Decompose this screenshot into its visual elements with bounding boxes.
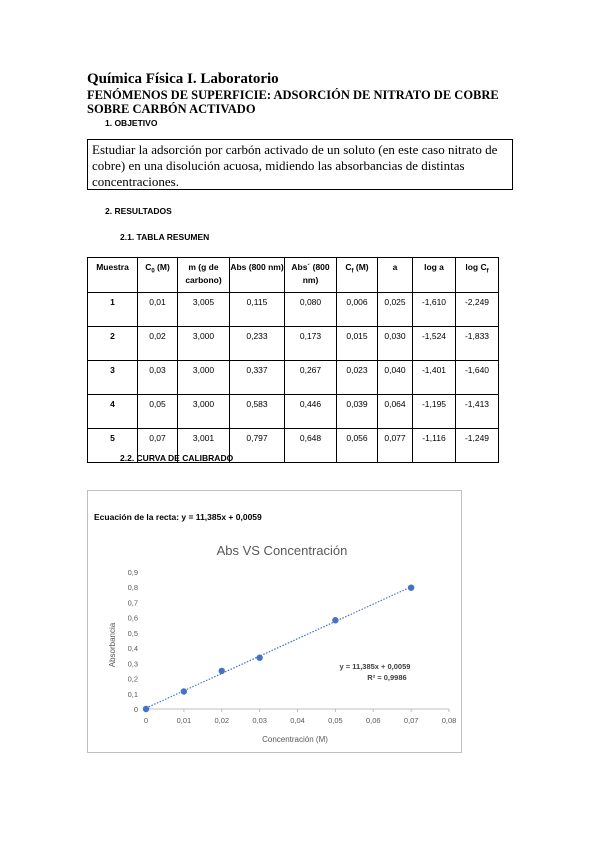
- col-header-m: m (g de carbono): [178, 258, 230, 293]
- equation-label: Ecuación de la recta: y = 11,385x + 0,0059: [94, 512, 262, 522]
- table-row: [88, 361, 499, 395]
- table-cell: -1,401: [413, 361, 456, 395]
- table-cell: 4: [88, 395, 138, 429]
- data-point: [219, 668, 225, 674]
- x-tick-label: 0,04: [290, 716, 305, 725]
- table-cell: -1,249: [456, 429, 499, 463]
- table-header-row: [88, 258, 499, 293]
- table-cell: 0,267: [285, 361, 337, 395]
- col-header-cf: $C_f$ (M): [337, 258, 378, 293]
- x-tick-label: 0: [143, 716, 149, 725]
- x-tick-label: 0,08: [441, 716, 457, 725]
- x-axis-label: Concentración (M): [262, 735, 328, 744]
- data-point: [143, 706, 149, 712]
- table-cell: 0,446: [285, 395, 337, 429]
- plot-area: [128, 568, 457, 725]
- table-cell: 3,000: [178, 327, 230, 361]
- table-cell: 3,005: [178, 293, 230, 327]
- y-tick-label: 0,4: [127, 644, 138, 654]
- table-cell: 0,797: [230, 429, 285, 463]
- table-cell: 0,583: [230, 395, 285, 429]
- table-row: [88, 293, 499, 327]
- table-cell: 0,064: [378, 395, 413, 429]
- table-cell: 0,080: [285, 293, 337, 327]
- table-cell: -1,524: [413, 327, 456, 361]
- page-subtitle: FENÓMENOS DE SUPERFICIE: ADSORCIÓN DE NITRATO DE COBRE SOBRE CARBÓN ACTIVADO: [87, 88, 499, 116]
- table-cell: 0,025: [378, 293, 413, 327]
- table-cell: 0,01: [138, 293, 178, 327]
- table-cell: -1,610: [413, 293, 456, 327]
- table-cell: 1: [88, 293, 138, 327]
- objetivo-box: [87, 139, 513, 190]
- table-cell: 3,000: [178, 395, 230, 429]
- table-cell: 0,039: [337, 395, 378, 429]
- y-tick-label: 0,3: [127, 659, 138, 669]
- y-tick-label: 0,2: [127, 674, 138, 684]
- x-tick-label: 0,01: [176, 716, 192, 725]
- y-tick-label: 0,5: [127, 628, 138, 638]
- table-cell: -1,195: [413, 395, 456, 429]
- table-row: [88, 395, 499, 429]
- table-cell: 0,023: [337, 361, 378, 395]
- table-cell: 0,173: [285, 327, 337, 361]
- table-cell: 0,07: [138, 429, 178, 463]
- col-header-log-a: log a: [413, 258, 456, 293]
- x-tick-label: 0,06: [365, 716, 381, 725]
- data-point: [332, 617, 338, 623]
- col-header-log-cf: $\log C_f$: [456, 258, 499, 293]
- y-tick-label: 0,6: [127, 613, 138, 623]
- table-cell: 0,03: [138, 361, 178, 395]
- table-cell: 0,02: [138, 327, 178, 361]
- table-cell: 2: [88, 327, 138, 361]
- table-cell: -1,116: [413, 429, 456, 463]
- y-tick-label: 0,7: [127, 598, 138, 608]
- summary-table: [87, 257, 499, 463]
- table-cell: 0,337: [230, 361, 285, 395]
- section-heading-tabla: 2.1. TABLA RESUMEN: [120, 232, 210, 242]
- col-header-a: a: [378, 258, 413, 293]
- data-point: [408, 584, 414, 590]
- table-cell: 0,077: [378, 429, 413, 463]
- table-cell: -1,833: [456, 327, 499, 361]
- table-cell: -2,249: [456, 293, 499, 327]
- table-row: [88, 327, 499, 361]
- y-axis-label: Absorbancia: [108, 622, 117, 668]
- trendline-equation: y = 11,385x + 0,0059: [339, 662, 411, 671]
- col-header-c0: $C_0$ (M): [138, 258, 178, 293]
- chart-title: Abs VS Concentración: [216, 543, 348, 558]
- data-point: [256, 655, 262, 661]
- table-cell: 0,056: [337, 429, 378, 463]
- table-cell: 0,115: [230, 293, 285, 327]
- y-tick-label: 0: [133, 705, 138, 714]
- table-cell: 0,648: [285, 429, 337, 463]
- table-cell: 3,000: [178, 361, 230, 395]
- calibration-chart: [87, 490, 462, 753]
- table-cell: 0,015: [337, 327, 378, 361]
- x-tick-label: 0,07: [403, 716, 419, 725]
- table-cell: 0,040: [378, 361, 413, 395]
- x-tick-label: 0,05: [328, 716, 343, 725]
- table-cell: 0,05: [138, 395, 178, 429]
- col-header-muestra: Muestra: [88, 258, 138, 293]
- page-title: Química Física I. Laboratorio: [87, 71, 279, 87]
- section-heading-curva: 2.2. CURVA DE CALIBRADO: [120, 453, 234, 463]
- table-cell: 0,030: [378, 327, 413, 361]
- table-cell: 0,233: [230, 327, 285, 361]
- trendline-r2: R² = 0,9986: [367, 673, 407, 682]
- y-tick-label: 0,8: [127, 583, 138, 593]
- table-cell: 5: [88, 429, 138, 463]
- col-header-abs-prime: Abs´ (800 nm): [285, 258, 337, 293]
- table-cell: 3,001: [178, 429, 230, 463]
- x-tick-label: 0,03: [252, 716, 267, 725]
- y-tick-label: 0,1: [127, 689, 138, 699]
- data-point: [181, 688, 187, 694]
- y-tick-label: 0,9: [127, 568, 138, 577]
- section-heading-objetivo: 1. OBJETIVO: [105, 118, 158, 128]
- objetivo-text: Estudiar la adsorción por carbón activado de un soluto (en este caso nitrato de cobre) en una disolución acuosa, midiendo las absorbancias de distintas concentraciones.: [92, 142, 498, 189]
- table-cell: -1,640: [456, 361, 499, 395]
- section-heading-resultados: 2. RESULTADOS: [105, 206, 172, 216]
- table-cell: -1,413: [456, 395, 499, 429]
- table-cell: 0,006: [337, 293, 378, 327]
- chart-svg: [88, 491, 461, 752]
- col-header-abs: Abs (800 nm): [230, 258, 285, 293]
- x-tick-label: 0,02: [214, 716, 230, 725]
- table-cell: 3: [88, 361, 138, 395]
